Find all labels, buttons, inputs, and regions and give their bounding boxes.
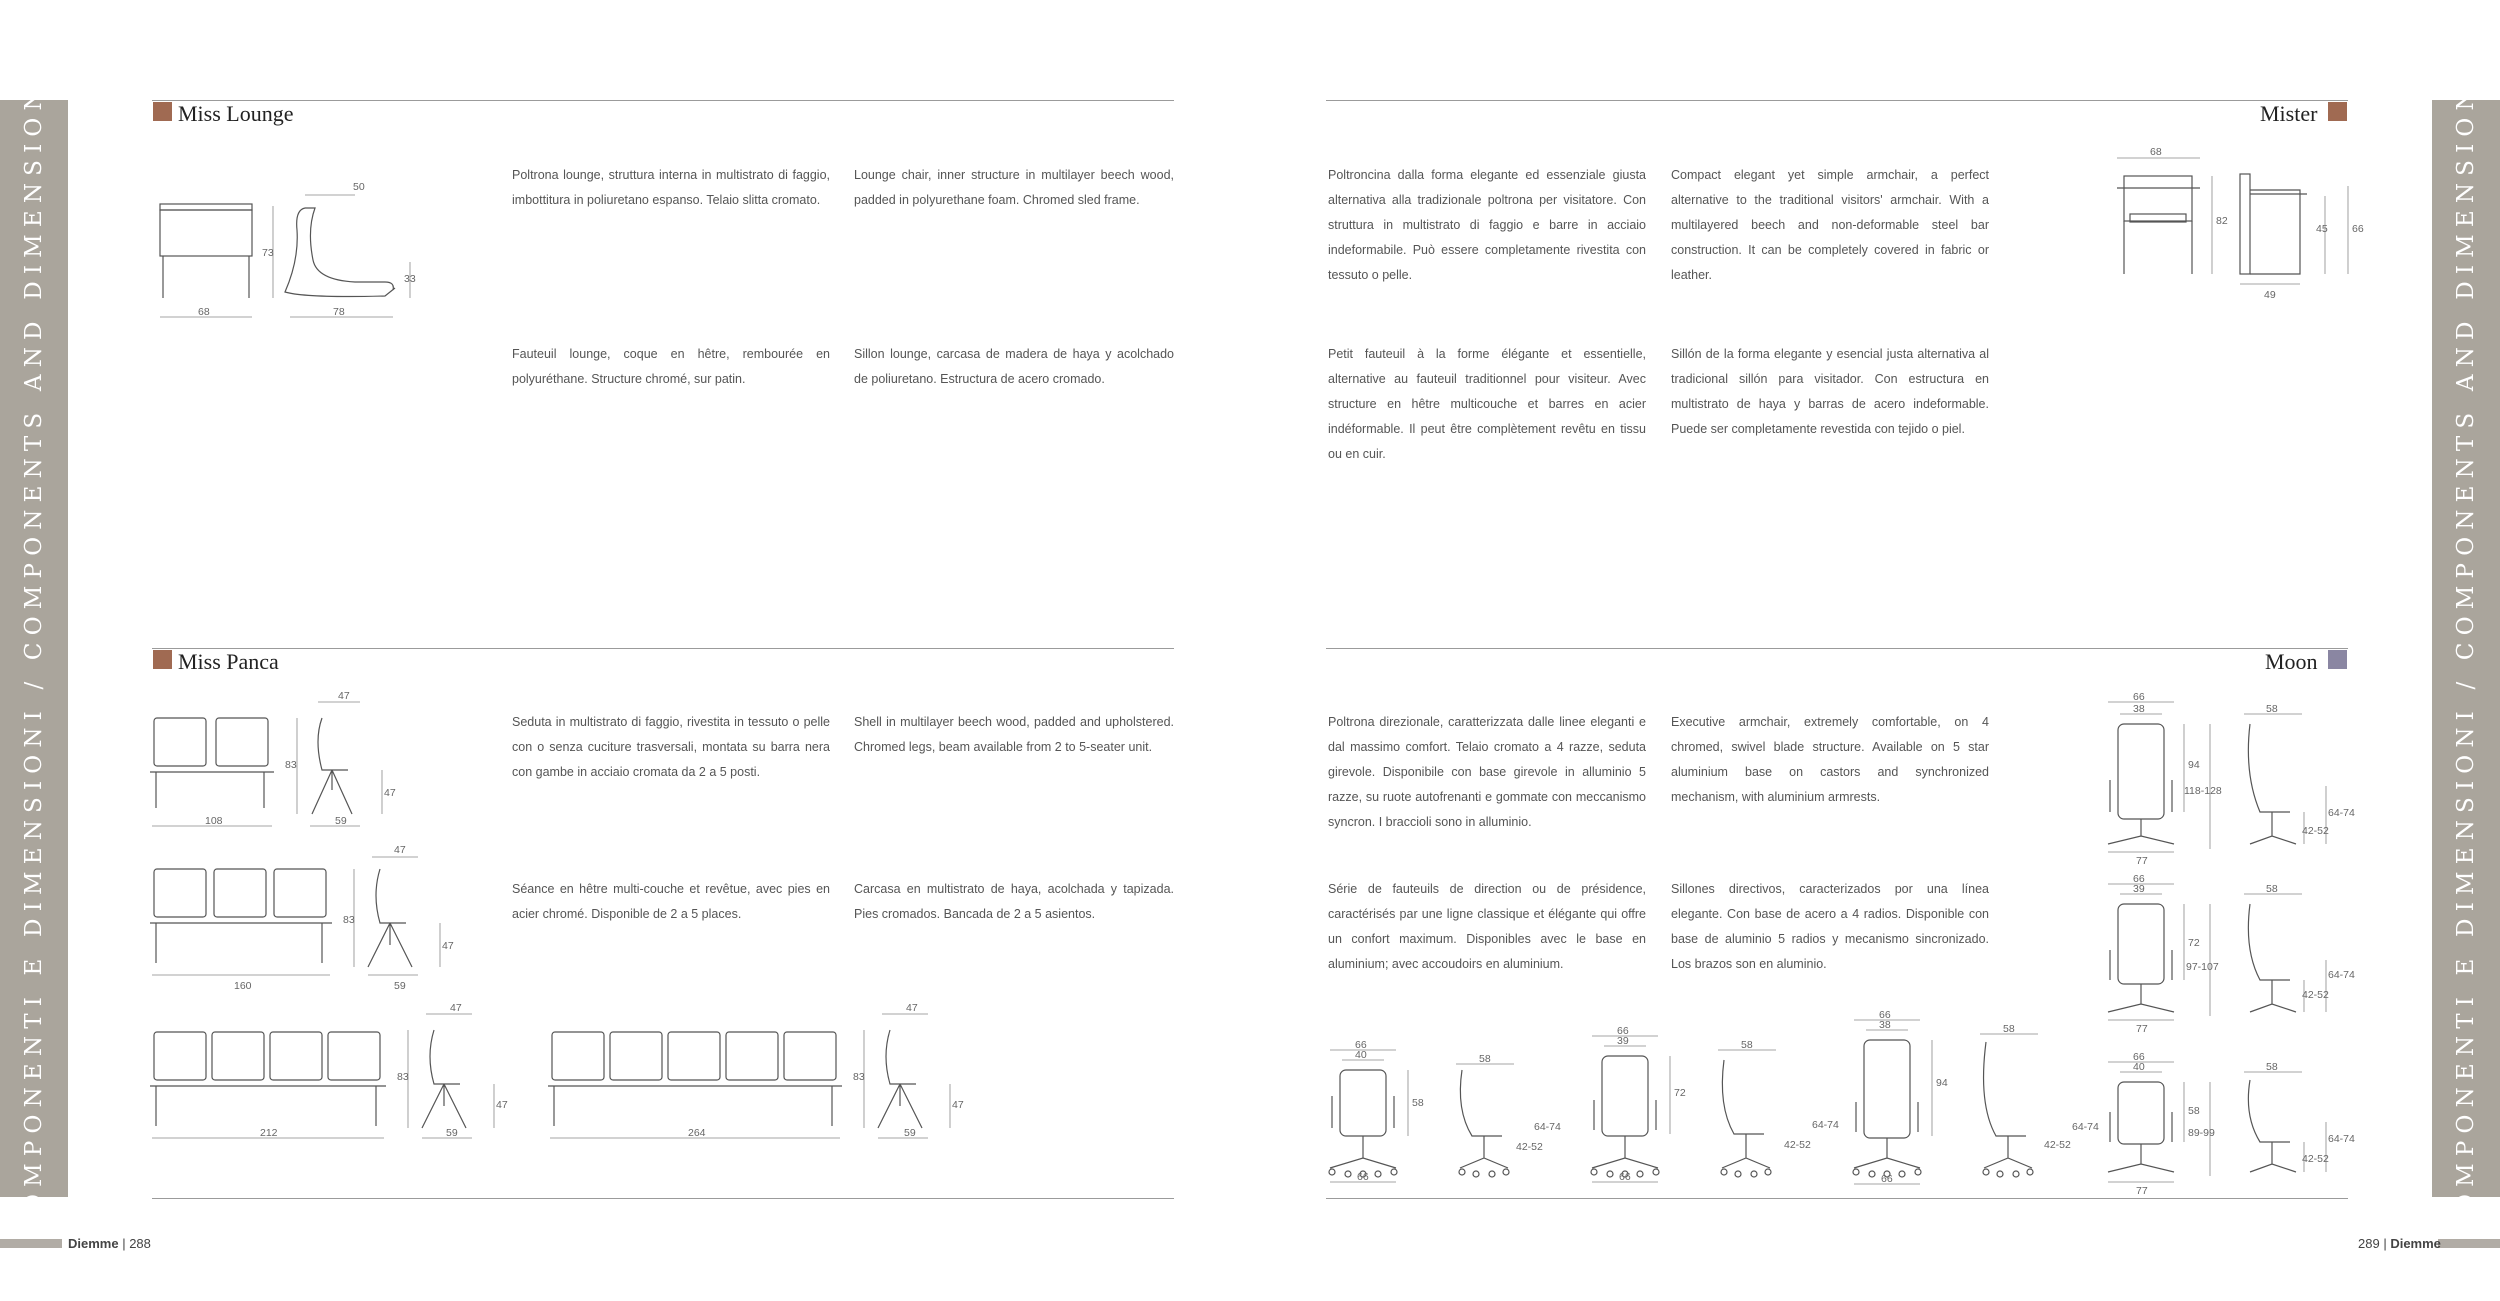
moon-bottom-low-inner: 40 (1355, 1049, 1367, 1061)
moon-bottom-mid-depth: 58 (1741, 1039, 1753, 1051)
rule-top-right (1326, 100, 2348, 101)
moon-mid-drawing (2100, 873, 2360, 1040)
panca4-dim-depth: 59 (446, 1127, 458, 1139)
moon-mid-total: 97-107 (2186, 961, 2219, 973)
moon-bottom-high-inner: 38 (1879, 1019, 1891, 1031)
miss-panca-title: Miss Panca (178, 649, 279, 674)
right-side-label: COMPONENTI E DIMENSIONI / COMPONENTS AND DIMENSIONS (2453, 59, 2479, 1238)
panca-2-seater-drawing (150, 690, 400, 830)
moon-bottom-high-base: 66 (1881, 1173, 1893, 1185)
moon-high-arm: 64-74 (2328, 807, 2355, 819)
moon-low-back: 58 (2188, 1105, 2200, 1117)
mister-drawing (2112, 146, 2362, 306)
moon-high-back: 94 (2188, 759, 2200, 771)
moon-mid-w: 66 (2133, 873, 2145, 885)
footer-left-page: 288 (129, 1236, 151, 1251)
moon-bottom-high-seat: 42-52 (2044, 1139, 2071, 1151)
panca2-dim-height: 83 (285, 759, 297, 771)
moon-low-base: 77 (2136, 1185, 2148, 1197)
moon-text-es: Sillones directivos, caracterizados por una línea elegante. Con base de acero a 4 radios. Disponible con base de aluminio 5 radios y mecanismo sincronizado. Los brazos son en aluminio. (1671, 882, 1989, 971)
moon-text-fr: Série de fauteuils de direction ou de présidence, caractérisés par une ligne classique et élégante qui offre un confort maximum. Disponibles avec le base en aluminium; avec accoudoirs en aluminium. (1328, 882, 1646, 971)
panca5-dim-depth: 59 (904, 1127, 916, 1139)
moon-mid-seat: 42-52 (2302, 989, 2329, 1001)
panca5-dim-seat: 47 (952, 1099, 964, 1111)
moon-mid-back: 72 (2188, 937, 2200, 949)
miss-panca-swatch (153, 650, 172, 669)
miss-lounge-drawing (155, 170, 425, 330)
moon-bottom-high-drawing (1850, 1009, 2110, 1194)
mister-dim-seat: 45 (2316, 223, 2328, 235)
moon-mid-depth: 58 (2266, 883, 2278, 895)
panca-3-seater-drawing (150, 844, 470, 995)
footer-right-brand: Diemme (2390, 1236, 2441, 1251)
lounge-dim-height: 73 (262, 247, 274, 259)
moon-high-w: 66 (2133, 691, 2145, 703)
lounge-dim-seat: 33 (404, 273, 416, 285)
moon-low-arm: 64-74 (2328, 1133, 2355, 1145)
rule-mid-left (152, 648, 1174, 649)
moon-low-inner: 40 (2133, 1061, 2145, 1073)
mister-dim-width: 68 (2150, 146, 2162, 158)
moon-bottom-mid-inner: 39 (1617, 1035, 1629, 1047)
moon-bottom-mid-seat: 42-52 (1784, 1139, 1811, 1151)
footer-band-right (2438, 1239, 2500, 1248)
moon-high-depth: 58 (2266, 703, 2278, 715)
moon-swatch (2328, 650, 2347, 669)
panca5-dim-length: 264 (688, 1127, 706, 1139)
moon-bottom-high-depth: 58 (2003, 1023, 2015, 1035)
mister-text-en: Compact elegant yet simple armchair, a perfect alternative to the traditional visitors' armchair. With a multilayered beech and non-deformable steel bar construction. It can be completely covered in fabric or leather. (1671, 168, 1989, 282)
moon-low-depth: 58 (2266, 1061, 2278, 1073)
moon-high-seat: 42-52 (2302, 825, 2329, 837)
panca4-dim-seat-width: 47 (450, 1002, 462, 1014)
footer-band-left (0, 1239, 62, 1248)
panca3-dim-seat: 47 (442, 940, 454, 952)
miss-panca-text-en: Shell in multilayer beech wood, padded and upholstered. Chromed legs, beam available from 2 to 5-seater unit. (854, 715, 1174, 754)
miss-lounge-text-en: Lounge chair, inner structure in multilayer beech wood, padded in polyurethane foam. Chromed sled frame. (854, 168, 1174, 207)
miss-lounge-text-it: Poltrona lounge, struttura interna in multistrato di faggio, imbottitura in poliuretano espanso. Telaio slitta cromato. (512, 168, 830, 207)
panca2-dim-seat-width: 47 (338, 690, 350, 702)
footer-right-page: 289 (2358, 1236, 2380, 1251)
panca5-dim-height: 83 (853, 1071, 865, 1083)
panca-5-seater-drawing (548, 1002, 968, 1158)
mister-side-back (2240, 174, 2250, 274)
right-side-band (2432, 59, 2500, 1238)
panca5-dim-seat-width: 47 (906, 1002, 918, 1014)
miss-panca-text-it: Seduta in multistrato di faggio, rivestita in tessuto o pelle con o senza cuciture trasversali, montata su barra nera con gambe in acciaio cromata da 2 a 5 posti. (512, 715, 830, 779)
miss-lounge-title: Miss Lounge (178, 101, 294, 126)
moon-high-total: 118-128 (2184, 785, 2222, 797)
miss-panca-text-fr: Séance en hêtre multi-couche et revêtue, avec pies en acier chromé. Disponible de 2 a 5 places. (512, 882, 830, 921)
moon-bottom-low-w: 66 (1355, 1039, 1367, 1051)
panca4-dim-length: 212 (260, 1127, 278, 1139)
panca3-dim-seat-width: 47 (394, 844, 406, 856)
panca2-dim-length: 108 (205, 815, 223, 827)
panca4-dim-seat: 47 (496, 1099, 508, 1111)
mister-swatch (2328, 102, 2347, 121)
moon-bottom-low-base: 66 (1357, 1171, 1369, 1183)
moon-bottom-mid-arm: 64-74 (1812, 1119, 1839, 1131)
footer-right (2358, 1236, 2441, 1251)
lounge-dim-top: 50 (353, 181, 365, 193)
left-side-band (0, 59, 68, 1238)
left-side-label: COMPONENTI E DIMENSIONI / COMPONENTS AND DIMENSIONS (21, 59, 47, 1238)
miss-panca-text-es: Carcasa en multistrato de haya, acolchada y tapizada. Pies cromados. Bancada de 2 a 5 asientos. (854, 882, 1174, 921)
moon-high-base: 77 (2136, 855, 2148, 867)
moon-bottom-mid-back: 72 (1674, 1087, 1686, 1099)
moon-mid-arm: 64-74 (2328, 969, 2355, 981)
moon-bottom-mid-drawing (1588, 1025, 1848, 1190)
moon-bottom-high-w: 66 (1879, 1009, 1891, 1021)
mister-text-es: Sillón de la forma elegante y esencial justa alternativa al tradicional sillón para visitador. Con estructura en multistrato de haya y barras de acero indeformable. Puede ser completamente revestida con tejido o piel. (1671, 347, 1989, 436)
moon-bottom-low-depth: 58 (1479, 1053, 1491, 1065)
mister-dim-height: 82 (2216, 215, 2228, 227)
moon-bottom-low-drawing (1326, 1040, 1586, 1190)
lounge-dim-width: 68 (198, 306, 210, 318)
lounge-dim-depth: 78 (333, 306, 345, 318)
mister-dim-depth: 49 (2264, 289, 2276, 301)
lounge-front-back (160, 204, 252, 210)
mister-text-fr: Petit fauteuil à la forme élégante et essentielle, alternative au fauteuil traditionnel pour visiteur. Avec structure en hêtre multicouche et barres en acier indéformable. Il peut être complètement revêtu en tissu ou en cuir. (1328, 347, 1646, 461)
moon-bottom-low-arm: 64-74 (1534, 1121, 1561, 1133)
moon-text-it: Poltrona direzionale, caratterizzata dalle linee eleganti e dal massimo comfort. Telaio cromato a 4 razze, seduta girevole. Disponibile con base girevole in alluminio 5 razze, su ruote autofrenanti e gommate con meccanismo syncron. I braccioli sono in alluminio. (1328, 715, 1646, 829)
panca-4-seater-drawing (150, 1002, 530, 1158)
moon-bottom-mid-w: 66 (1617, 1025, 1629, 1037)
moon-bottom-low-seat: 42-52 (1516, 1141, 1543, 1153)
moon-low-drawing (2100, 1052, 2360, 1202)
moon-low-w: 66 (2133, 1051, 2145, 1063)
panca4-dim-height: 83 (397, 1071, 409, 1083)
panca2-dim-depth: 59 (335, 815, 347, 827)
moon-bottom-low-back: 58 (1412, 1097, 1424, 1109)
panca3-dim-length: 160 (234, 980, 252, 992)
lounge-front-seat (160, 210, 252, 256)
rule-bottom-left (152, 1198, 1174, 1199)
footer-right-sep: | (2383, 1236, 2391, 1251)
panca3-dim-depth: 59 (394, 980, 406, 992)
moon-text-en: Executive armchair, extremely comfortable, on 4 chromed, swivel blade structure. Available on 5 star aluminium base on castors and synchronized mechanism, with aluminium armrests. (1671, 715, 1989, 804)
moon-high-drawing (2100, 691, 2360, 867)
panca3-dim-height: 83 (343, 914, 355, 926)
lounge-side-inner (305, 208, 393, 290)
moon-mid-base: 77 (2136, 1023, 2148, 1035)
mister-dim-arm: 66 (2352, 223, 2364, 235)
mister-text-it: Poltroncina dalla forma elegante ed essenziale giusta alternativa alla tradizionale poltrona per visitatore. Con struttura in multistrato di faggio e barre in acciaio indeformabile. Può essere completamente rivestita con tessuto o pelle. (1328, 168, 1646, 282)
moon-title: Moon (2265, 649, 2318, 674)
miss-lounge-swatch (153, 102, 172, 121)
miss-lounge-text-fr: Fauteuil lounge, coque en hêtre, rembourée en polyuréthane. Structure chromé, sur patin. (512, 347, 830, 386)
moon-bottom-high-arm: 64-74 (2072, 1121, 2099, 1133)
footer-left (68, 1236, 151, 1251)
moon-low-total: 89-99 (2188, 1127, 2215, 1139)
panca2-dim-seat: 47 (384, 787, 396, 799)
footer-left-brand: Diemme (68, 1236, 119, 1251)
moon-bottom-high-back: 94 (1936, 1077, 1948, 1089)
mister-title: Mister (2260, 101, 2318, 126)
moon-low-seat: 42-52 (2302, 1153, 2329, 1165)
footer-left-sep: | (122, 1236, 130, 1251)
rule-mid-right (1326, 648, 2348, 649)
moon-mid-inner: 39 (2133, 883, 2145, 895)
moon-bottom-mid-base: 66 (1619, 1171, 1631, 1183)
moon-high-inner: 38 (2133, 703, 2145, 715)
lounge-side-shell (285, 208, 395, 297)
rule-top-left (152, 100, 1174, 101)
miss-lounge-text-es: Sillon lounge, carcasa de madera de haya y acolchado de poliuretano. Estructura de acero cromado. (854, 347, 1174, 386)
